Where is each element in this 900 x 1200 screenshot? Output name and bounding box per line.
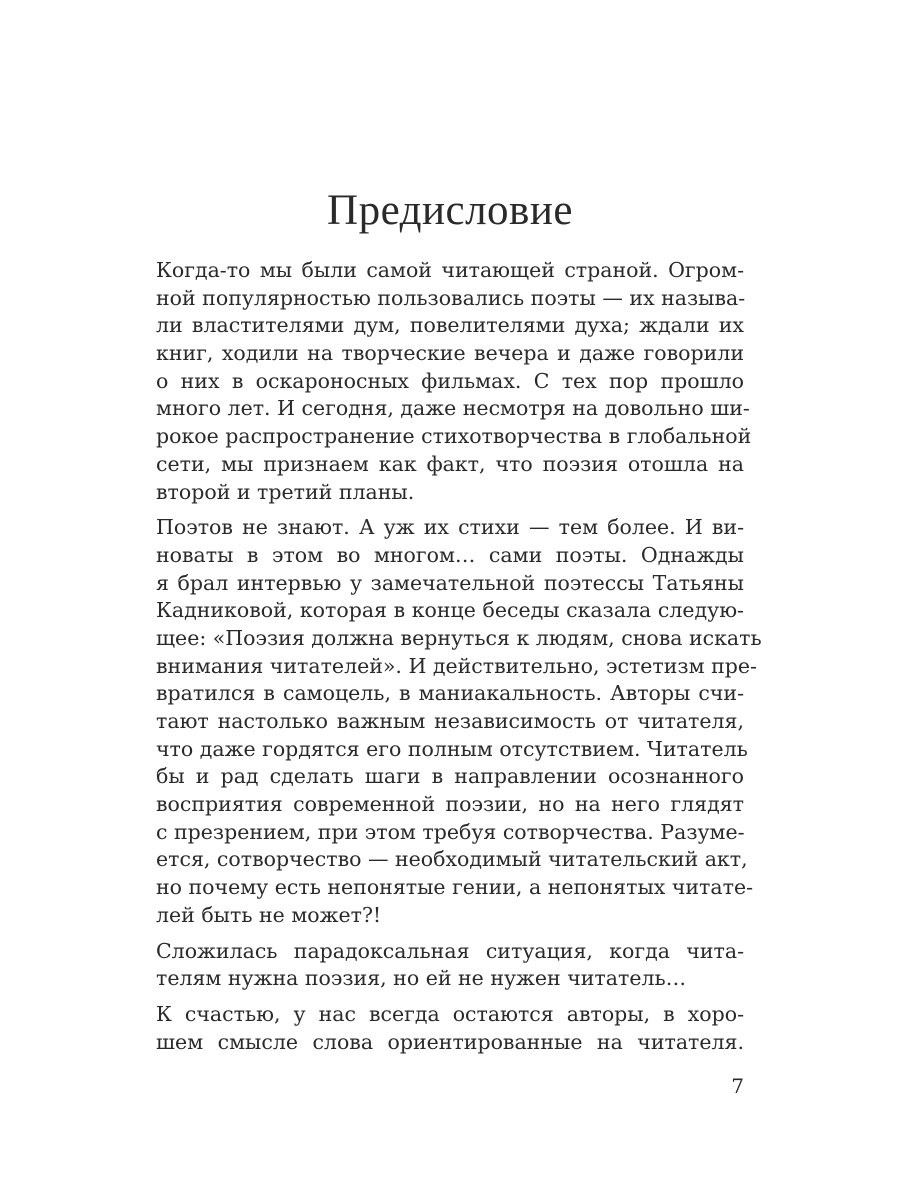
paragraph — [156, 257, 752, 506]
text-line: внимания читателей». И действительно, эстетизм пре- — [156, 653, 757, 678]
text-line: тают настолько важным независимость от читателя, — [156, 709, 744, 733]
text-line: много лет. И сегодня, даже несмотря на довольно ши- — [156, 396, 750, 421]
text-line: ли властителями дум, повелителями духа; ждали их — [156, 313, 744, 338]
text-line: вратился в самоцель, в маниакальность. Авторы счи- — [156, 681, 744, 706]
text-line: щее: «Поэзия должна вернуться к людям, снова искать — [156, 625, 762, 650]
body-text — [156, 257, 762, 1056]
text-line: Когда-то мы были самой читающей страной. Огром- — [156, 258, 744, 282]
text-line: о них в оскароносных фильмах. С тех пор прошло — [156, 368, 744, 393]
text-line: я брал интервью у замечательной поэтессы Татьяны — [156, 570, 744, 595]
text-line: с презрением, при этом требуя сотворчества. Разуме- — [156, 819, 745, 844]
page-title: Предисловие — [327, 187, 573, 234]
text-line: телям нужна поэзия, но ей не нужен читатель… — [156, 966, 687, 991]
text-line: книг, ходили на творческие вечера и даже говорили — [156, 341, 744, 366]
text-line: ется, сотворчество — необходимый читательский акт, — [156, 847, 748, 872]
text-line: Сложилась парадоксальная ситуация, когда чита- — [156, 938, 744, 963]
text-line: второй и третий планы. — [156, 479, 415, 504]
text-line: ной популярностью пользовались поэты — их называ- — [156, 285, 746, 310]
text-line: Поэтов не знают. А уж их стихи — тем более. И ви- — [156, 515, 744, 540]
text-line: Кадниковой, которая в конце беседы сказала следую- — [156, 598, 744, 623]
text-line: восприятия современной поэзии, но на него глядят — [156, 792, 744, 817]
text-line: лей быть не может?! — [156, 902, 382, 927]
text-line: К счастью, у нас всегда остаются авторы, в хоро- — [156, 1001, 744, 1026]
paragraph — [156, 514, 762, 929]
paragraph — [156, 1001, 744, 1056]
paragraph — [156, 938, 744, 993]
text-line: рокое распространение стихотворчества в глобальной — [156, 424, 752, 449]
text-line: сети, мы признаем как факт, что поэзия отошла на — [156, 451, 744, 476]
text-line: шем смысле слова ориентированные на читателя. — [156, 1029, 744, 1054]
text-line: но почему есть непонятые гении, а непонятых читате- — [156, 875, 754, 900]
text-line: бы и рад сделать шаги в направлении осознанного — [156, 764, 744, 789]
text-line: новаты в этом во многом… сами поэты. Однажды — [156, 542, 744, 567]
text-line: что даже гордятся его полным отсутствием. Читатель — [156, 736, 748, 761]
page-number: 7 — [731, 1074, 744, 1098]
